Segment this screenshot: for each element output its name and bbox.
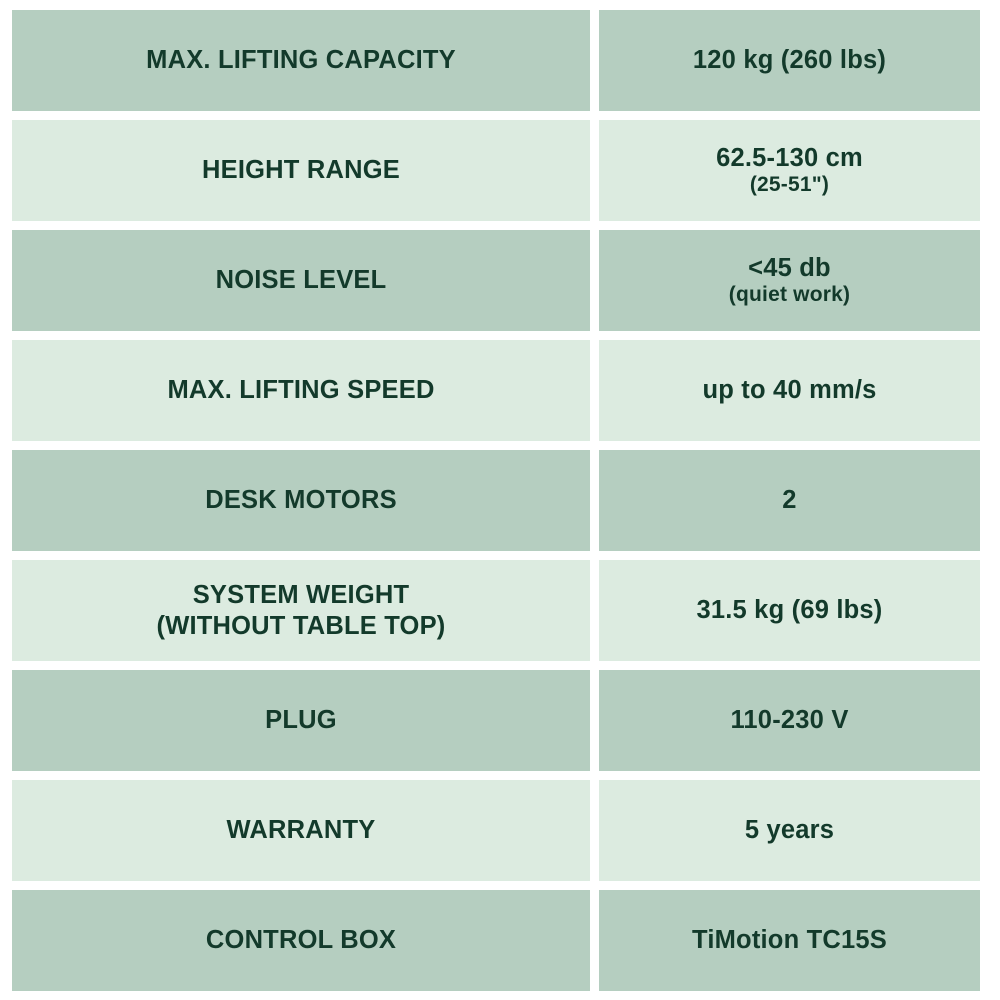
spec-label-cell (12, 780, 590, 881)
spec-label-text: PLUG (265, 706, 337, 735)
spec-value-text: 31.5 kg (69 lbs) (696, 596, 883, 625)
table-row (12, 670, 988, 771)
spec-value-cell (599, 780, 980, 881)
spec-label-text: MAX. LIFTING CAPACITY (146, 46, 456, 75)
spec-value-text: TiMotion TC15S (692, 926, 887, 955)
spec-label-cell (12, 340, 590, 441)
spec-value-subtext: (25-51") (749, 173, 830, 197)
table-row (12, 450, 988, 551)
table-row (12, 890, 988, 991)
spec-label-cell (12, 120, 590, 221)
spec-value-text: 5 years (744, 816, 835, 845)
spec-value-text: 2 (782, 486, 797, 515)
spec-label-cell (12, 560, 590, 661)
spec-value-subtext: (quiet work) (728, 283, 851, 307)
spec-label-text: MAX. LIFTING SPEED (167, 376, 435, 405)
spec-value-text: <45 db (748, 254, 831, 283)
spec-label-text: HEIGHT RANGE (202, 156, 400, 185)
table-row (12, 560, 988, 661)
spec-value-text: 62.5-130 cm (716, 144, 863, 173)
spec-value-text: 120 kg (260 lbs) (692, 46, 887, 75)
spec-value-cell (599, 560, 980, 661)
spec-value-cell (599, 10, 980, 111)
spec-label-text: SYSTEM WEIGHT (192, 581, 410, 610)
spec-value-cell (599, 230, 980, 331)
spec-label-text: DESK MOTORS (205, 486, 397, 515)
spec-label-text: WARRANTY (226, 816, 376, 845)
spec-label-cell (12, 230, 590, 331)
spec-label-cell (12, 670, 590, 771)
spec-value-text: up to 40 mm/s (702, 376, 877, 405)
spec-label-subtext: (WITHOUT TABLE TOP) (156, 611, 446, 640)
spec-value-cell (599, 890, 980, 991)
spec-label-cell (12, 10, 590, 111)
table-row (12, 120, 988, 221)
spec-value-text: 110-230 V (730, 706, 849, 735)
spec-value-cell (599, 450, 980, 551)
table-row (12, 780, 988, 881)
spec-label-cell (12, 890, 590, 991)
spec-label-text: NOISE LEVEL (215, 266, 387, 295)
spec-label-cell (12, 450, 590, 551)
spec-value-cell (599, 120, 980, 221)
table-row (12, 230, 988, 331)
table-row (12, 10, 988, 111)
spec-value-cell (599, 340, 980, 441)
spec-value-cell (599, 670, 980, 771)
table-row (12, 340, 988, 441)
spec-label-text: CONTROL BOX (205, 926, 397, 955)
